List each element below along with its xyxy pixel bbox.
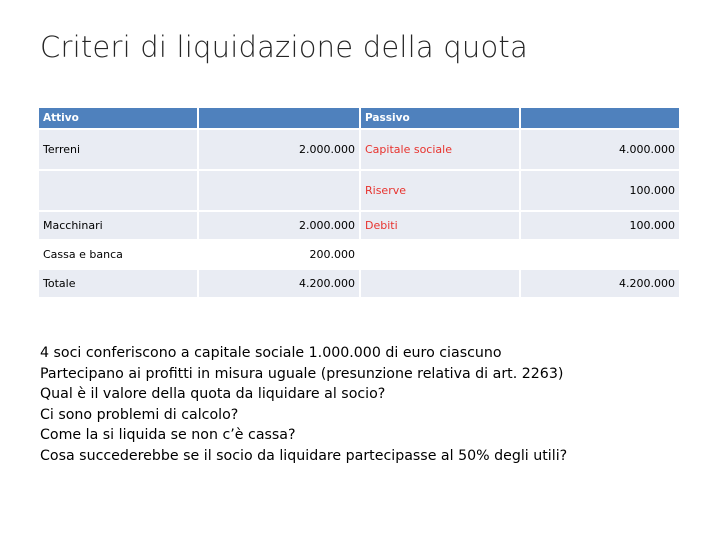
attivo-value <box>199 171 359 210</box>
attivo-label <box>39 171 197 210</box>
passivo-total-value: 4.200.000 <box>521 270 679 297</box>
table-row <box>39 130 679 169</box>
header-attivo: Attivo <box>39 108 197 128</box>
table-header-row <box>39 108 679 128</box>
passivo-label <box>361 241 519 268</box>
slide-title: Criteri di liquidazione della quota <box>40 30 528 64</box>
balance-sheet-table <box>37 106 681 299</box>
attivo-value: 2.000.000 <box>199 212 359 239</box>
attivo-label: Cassa e banca <box>39 241 197 268</box>
attivo-label: Terreni <box>39 130 197 169</box>
passivo-value: 100.000 <box>521 212 679 239</box>
passivo-total-label <box>361 270 519 297</box>
text-line: Ci sono problemi di calcolo? <box>40 406 239 423</box>
text-line: 4 soci conferiscono a capitale sociale 1.000.000 di euro ciascuno <box>40 345 502 361</box>
passivo-value: 4.000.000 <box>521 130 679 169</box>
passivo-value <box>521 241 679 268</box>
text-line: Qual è il valore della quota da liquidare al socio? <box>40 386 386 403</box>
passivo-value: 100.000 <box>521 171 679 210</box>
passivo-label: Riserve <box>361 171 519 210</box>
table-row <box>39 270 679 297</box>
attivo-total-value: 4.200.000 <box>199 270 359 297</box>
text-line: Come la si liquida se non c’è cassa? <box>40 427 296 444</box>
text-line: Cosa succederebbe se il socio da liquidare partecipasse al 50% degli utili? <box>40 447 568 464</box>
table-row <box>39 212 679 239</box>
header-blank <box>199 108 359 128</box>
passivo-label: Capitale sociale <box>361 130 519 169</box>
table-row <box>39 241 679 268</box>
passivo-label: Debiti <box>361 212 519 239</box>
attivo-total-label: Totale <box>39 270 197 297</box>
header-blank-2 <box>521 108 679 128</box>
text-line: Partecipano ai profitti in misura uguale (presunzione relativa di art. 2263) <box>40 365 564 382</box>
header-passivo: Passivo <box>361 108 519 128</box>
attivo-label: Macchinari <box>39 212 197 239</box>
questions-text <box>40 343 567 467</box>
attivo-value: 200.000 <box>199 241 359 268</box>
attivo-value: 2.000.000 <box>199 130 359 169</box>
table-row <box>39 171 679 210</box>
